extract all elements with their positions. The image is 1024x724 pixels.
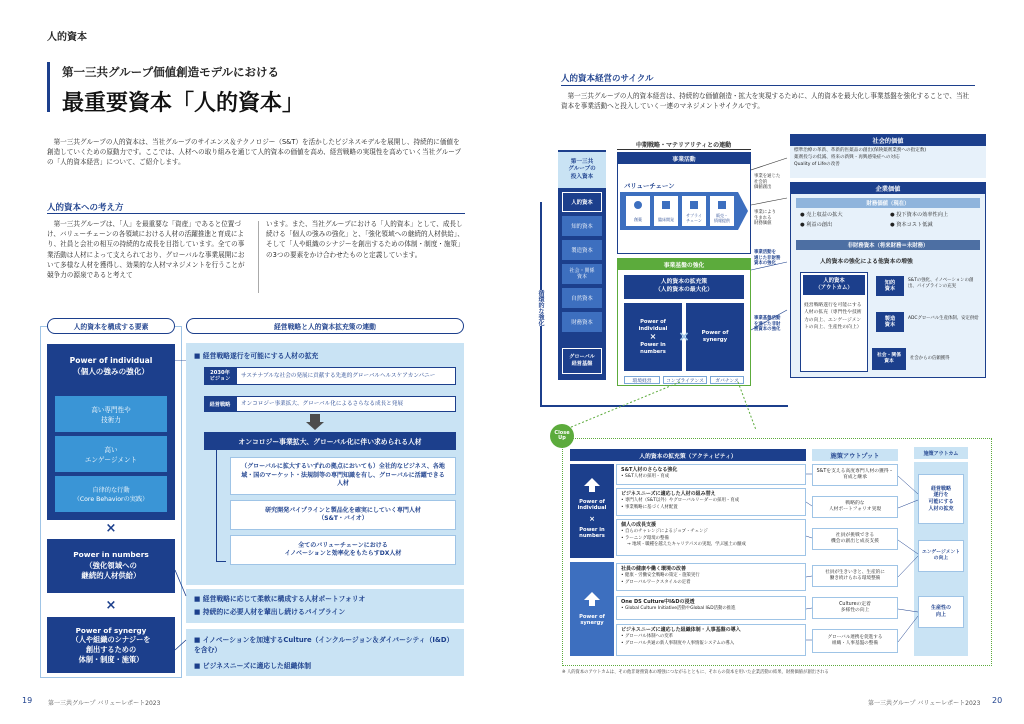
tag-governance: ガバナンス (710, 376, 744, 384)
linkage-title: 経営戦略と人的資本拡充策の連動 (186, 318, 464, 334)
onc-item-2: 研究開発パイプラインと製品化を確実にしていく専門人材 （S&T・バイオ） (230, 500, 456, 530)
approach-col1: 第一三共グループは、「人」を最重要な「資産」であると位置づけ、バリューチェーンの各領域における人材の活躍推進と育成により、社員と会社の相互の持続的な成長を目指しています。全ての事業活動は人材によって支えられており、グローバルな事業展開において多様な人材を獲得し、効果的な人材マネジメントを行うことが競争力の源泉であると考えて (47, 220, 245, 280)
arrow-label-3: 事業活動を 通じた非財務 資本の強化 (754, 250, 781, 267)
closeup-cross: × (589, 515, 595, 523)
down-arrow-icon (310, 414, 320, 422)
nonfin-sub: 人的資本の強化による他資本の増強 (820, 259, 913, 265)
fin-item-1: ● 売上収益の拡大 (800, 212, 843, 218)
fin-item-4: ● 資本コスト低減 (890, 222, 933, 228)
elements-title: 人的資本を構成する要素 (47, 318, 175, 334)
activity-3-item-2: • ラーニング環境の整備 (621, 535, 669, 541)
mid-term-rule (617, 149, 751, 150)
input-human: 人的資本 (562, 192, 602, 212)
social-value-head: 社会的価値 (790, 134, 986, 146)
approach-rule (47, 213, 465, 214)
closeup-badge: Close Up (550, 424, 574, 448)
fin-item-2-text: 利益の創出 (806, 222, 833, 228)
activity-1-item-1: • S&T人材の採用・育成 (621, 474, 670, 480)
activity-6 (616, 624, 806, 656)
other-social: 社会・関係 資本 (872, 348, 906, 370)
base-pin-text: Power in numbers (640, 342, 666, 355)
footnote: ※ 人的資本のアウトカムは、その他非財務資本の増強につながるとともに、それらの資本を用いた企業活動の結果、財務価値が創出される (562, 670, 829, 675)
approach-heading: 人的資本への考え方 (47, 203, 124, 213)
corp-value-head: 企業価値 (790, 182, 986, 194)
other-social-text: 社会からの信頼獲得 (910, 356, 950, 361)
inputs-head: 第一三共 グループの 投入資本 (558, 152, 606, 188)
fin-item-2: ● 利益の創出 (800, 222, 833, 228)
hc-expand-title: 人的資本の拡充策 （人的資本の最大化） (624, 275, 744, 299)
fin-item-1-text: 売上収益の拡大 (806, 212, 843, 218)
page-number-left: 19 (22, 696, 33, 705)
section-label: 人的資本 (47, 32, 87, 43)
intro-text: 第一三共グループの人的資本は、当社グループのサイエンス＆テクノロジー（S&T）を活かしたビジネスモデルを展開し、持続的に価値を創造していくための原動力です。ここでは、人材への取り組みを通じて人的資本の価値を高め、経営戦略の実現性を高めていく当社グループの「人的資本経営」について、ご紹介します。 (47, 138, 462, 167)
activity-2-title: ビジネスニーズに適応した人材の組み替え (621, 491, 716, 497)
activity-1-title: S&T人材のさらなる強化 (621, 467, 678, 473)
pin-point-1: ■ 経営戦略に応じて柔軟に構成する人材ポートフォリオ (194, 595, 366, 603)
activity-1 (616, 464, 806, 485)
business-head: 事業活動 (617, 152, 751, 164)
activity-6-title: ビジネスニーズに適応した組織体制・人事基盤の導入 (621, 627, 741, 633)
base-poi-text: Power of individual (638, 319, 668, 332)
hc-outcome-title: 人的資本 （アウトカム） (803, 275, 865, 295)
cycle-rule (561, 85, 975, 86)
vc-discovery: 創薬 (634, 217, 642, 222)
other-intellectual-text: S&Tの強化、イノベーションの創出、パイプラインの充実 (908, 278, 974, 290)
strategy-tag: 経営戦略 (204, 396, 236, 412)
activity-3-item-1: • 自らのチャレンジによるジョブ・チェンジ (621, 529, 708, 535)
tag-compliance: コンプライアンス (663, 376, 707, 384)
approach-col2: います。また、当社グループにおける「人的資本」として、成長し続ける「個人の強みの強化」と、「強化領域への継続的人材供給」、そして「人や組織のシナジーを創出するための体制・制度・施策」の3つの要素をかけ合わせたものと定義しています。 (266, 220, 464, 259)
closeup-connector (560, 380, 760, 440)
vc-sales: 販売・ 情報提供 (714, 213, 730, 223)
activity-3-item-2-text: ラーニング環境の整備 (625, 535, 669, 541)
output-5: Cultureの定着 多様性の向上 (812, 597, 898, 619)
vision-tag: 2030年 ビジョン (204, 367, 236, 385)
pos-point-2-text: ビジネスニーズに適応した組織体制 (202, 662, 312, 670)
arrow-label-4: 事業基盤活動 を通じた非財 務資本の強化 (754, 316, 781, 333)
tag-environment: 環境経営 (624, 376, 660, 384)
linkage-head-text: 経営戦略遂行を可能にする人材の拡充 (202, 352, 319, 360)
poi-item-3: 自律的な行動 （Core Behaviorの実践） (55, 476, 167, 512)
base-x: × (678, 329, 690, 345)
activity-4-item-2-text: グローバルワークスタイルの定着 (625, 579, 691, 585)
poi-item-1: 高い専門性や 技術力 (55, 396, 167, 432)
pin-point-2: ■ 持続的に必要人材を輩出し続けるパイプライン (194, 608, 346, 616)
closeup-poi: Power of individual (577, 498, 607, 511)
output-1: S&Tを支える高度専門人材の獲得・育成と継承 (812, 464, 898, 486)
cycle-vertical-label: 循環的な強化 (537, 290, 544, 326)
output-connectors (806, 464, 918, 656)
poi-title: Power of individual （個人の強みの強化） (47, 344, 175, 390)
output-6: グローバル連携を促進する 組織・人事基盤の整備 (812, 629, 898, 653)
input-financial: 財務資本 (562, 312, 602, 332)
closeup-left-lower (570, 562, 614, 656)
activity-3 (616, 519, 806, 556)
other-manufacturing-text: ADCグローバル生産体制、安定供給 (908, 316, 979, 321)
cross-2: × (105, 597, 117, 613)
hc-outcome-text: 経営戦略遂行を可能にする人材の拡充（専門性や技術力の向上、エンゲージメントの向上、生産性の向上） (804, 303, 862, 331)
input-natural: 自然資本 (562, 288, 602, 308)
output-4: 社員が生きいきと、生産的に 働き続けられる環境整備 (812, 565, 898, 587)
output-2: 戦略的な 人材ポートフォリオ実現 (812, 496, 898, 518)
activity-2-item-1-text: 専門人材（S&T以外）やグローバルリーダーの採用・育成 (625, 498, 740, 504)
output-3: 社員が挑戦できる 機会の創出と成長支援 (812, 528, 898, 550)
activity-6-item-1-text: グローバル体制への変革 (625, 634, 674, 640)
pin-point-1-text: 経営戦略に応じて柔軟に構成する人材ポートフォリオ (202, 595, 366, 603)
mid-term-label: 中期戦略・マテリアリティとの連動 (636, 142, 732, 149)
linkage-connectors (175, 360, 190, 660)
outcomes-head: 施策アウトカム (914, 447, 968, 459)
arrow-label-1: 事業を通じた 社会的 価値創出 (754, 174, 781, 191)
fin-item-3: ● 投下資本の効率性向上 (890, 212, 949, 218)
other-manufacturing: 製造 資本 (876, 312, 904, 332)
activity-6-item-1: • グローバル体制への変革 (621, 634, 674, 640)
activity-4-title: 社員の健康や働く環境の改善 (621, 566, 687, 572)
closeup-pos: Power of synergy (579, 613, 605, 626)
activity-3-item-3: → 地域・職種を越えたキャリアパスの実現、学ぶ風土の醸成 (627, 542, 746, 547)
nonfin-head: 非財務資本（将来財務＝未財務） (796, 240, 980, 250)
outcome-2: エンゲージメント の向上 (918, 540, 964, 572)
base-cross: × (649, 332, 657, 341)
strategy-text: オンコロジー事業拡大、グローバル化によるさらなる成長と発展 (236, 396, 456, 412)
up-arrow-stem-1 (589, 486, 595, 492)
base-pos: Power of synergy (686, 303, 744, 371)
activities-head: 人的資本の拡充策（アクティビティ） (570, 449, 806, 461)
global-base: グローバル 経営基盤 (562, 348, 602, 374)
footer-left: 第一三共グループ バリューレポート2023 (48, 700, 161, 707)
pos-point-1: ■ イノベーションを加速するCulture（インクルージョン＆ダイバーシティ（I&D）を含む） (194, 636, 454, 655)
input-social: 社会・関係 資本 (562, 264, 602, 284)
poi-item-2: 高い エンゲージメント (55, 436, 167, 472)
activity-2-item-1: • 専門人材（S&T以外）やグローバルリーダーの採用・育成 (621, 498, 740, 504)
activity-3-item-1-text: 自らのチャレンジによるジョブ・チェンジ (625, 529, 708, 535)
footer-right: 第一三共グループ バリューレポート2023 (868, 700, 981, 707)
pos-point-1-text: イノベーションを加速するCulture（インクルージョン＆ダイバーシティ（I&D）を含む） (194, 636, 454, 655)
onc-item-1: （グローバルに拡大するいずれの拠点においても）全社的なビジネス、各地域・国のマーケット・法規制等の専門知識を有し、グローバルに活躍できる人材 (230, 457, 456, 495)
activity-2-item-2-text: 事業戦略に基づく人材配置 (625, 504, 678, 510)
cycle-intro: 第一三共グループの人的資本経営は、持続的な価値創造・拡大を実現するために、人的資本を最大化し事業基盤を強化することで、当社資本を事業活動へと投入していく一連のマネジメントサイクルです。 (561, 92, 970, 111)
input-manufacturing: 製造資本 (562, 240, 602, 260)
input-intellectual: 知的資本 (562, 216, 602, 236)
activity-4-item-2: • グローバルワークスタイルの定着 (621, 579, 691, 585)
page-number-right: 20 (992, 696, 1003, 705)
activity-1-item-1-text: S&T人材の採用・育成 (625, 474, 670, 480)
vc-supply: サプライ チェーン (686, 213, 702, 223)
linkage-head: ■ 経営戦略遂行を可能にする人材の拡充 (194, 352, 319, 360)
activity-6-item-2: • グローバル共通の新人事制度や人事情報システムの導入 (621, 640, 735, 646)
activity-4-item-1-text: 健康・労働安全戦略の策定・施策実行 (625, 573, 700, 579)
activity-2 (616, 488, 806, 516)
social-value-text: 標準治療の革新、革新的医薬品の創出(保険薬剤業務への指定数) 薬剤投与の低減、将来の新興・再興感染症への対応 Quality of Lifeの改善 (790, 146, 986, 178)
pin-point-2-text: 持続的に必要人材を輩出し続けるパイプライン (202, 608, 346, 616)
oncology-title: オンコロジー事業拡大、グローバル化に伴い求められる人材 (204, 432, 456, 450)
activity-5 (616, 596, 806, 620)
up-arrow-icon-1 (584, 478, 600, 486)
oncology-bracket (216, 450, 226, 562)
fin-value-head: 財務価値（現在） (796, 198, 980, 208)
fin-item-3-text: 投下資本の効率性向上 (896, 212, 949, 218)
pin-title: Power in numbers （強化領域への 継続的人材供給） (47, 539, 175, 593)
activity-3-title: 個人の成長支援 (621, 522, 657, 528)
down-arrow-head-icon (306, 422, 324, 430)
other-intellectual: 知的 資本 (876, 276, 904, 296)
up-arrow-icon-2 (584, 592, 600, 600)
pos-point-2: ■ ビジネスニーズに適応した組織体制 (194, 662, 312, 670)
up-arrow-stem-2 (589, 600, 595, 606)
title-accent-bar (47, 62, 50, 112)
activity-2-item-2: • 事業戦略に基づく人材配置 (621, 504, 678, 510)
vc-clinical: 臨床開発 (658, 217, 674, 222)
fin-item-4-text: 資本コスト低減 (896, 222, 933, 228)
onc-item-3: 全てのバリューチェーンにおける イノベーションと効率化をもたらすDX人材 (230, 535, 456, 565)
vision-text: サステナブルな社会の発展に貢献する先進的グローバルヘルスケアカンパニー (236, 367, 456, 385)
value-chain-label: バリューチェーン (624, 182, 675, 190)
cross-1: × (105, 520, 117, 536)
activity-5-item-1-text: Global Culture Initiative活動やGlobal I&D活動の推進 (625, 606, 736, 612)
activity-6-item-2-text: グローバル共通の新人事制度や人事情報システムの導入 (625, 640, 735, 646)
page-title: 最重要資本「人的資本」 (62, 91, 305, 116)
closeup-pin: Power in numbers (579, 526, 605, 539)
activity-4-item-1: • 健康・労働安全戦略の策定・施策実行 (621, 573, 700, 579)
outputs-head: 施策アウトプット (812, 449, 898, 461)
cycle-heading: 人的資本経営のサイクル (561, 74, 654, 84)
outcome-3: 生産性の 向上 (918, 596, 964, 628)
activity-5-title: One DS Culture中I&Dの浸透 (621, 599, 695, 605)
flow-arrows (751, 150, 791, 390)
outcome-1: 経営戦略 遂行を 可能にする 人材の拡充 (918, 474, 964, 524)
activity-4 (616, 563, 806, 591)
arrow-label-2: 事業により 生まれる 財務価値 (754, 210, 776, 227)
pos-title: Power of synergy （人や組織のシナジーを 創出するための 体制・制度・施策） (47, 617, 175, 673)
activity-5-item-1: • Global Culture Initiative活動やGlobal I&D活動の推進 (621, 606, 736, 612)
column-divider (258, 221, 259, 293)
base-head: 事業基盤の強化 (617, 258, 751, 270)
page-subtitle: 第一三共グループ価値創造モデルにおける (62, 65, 280, 79)
